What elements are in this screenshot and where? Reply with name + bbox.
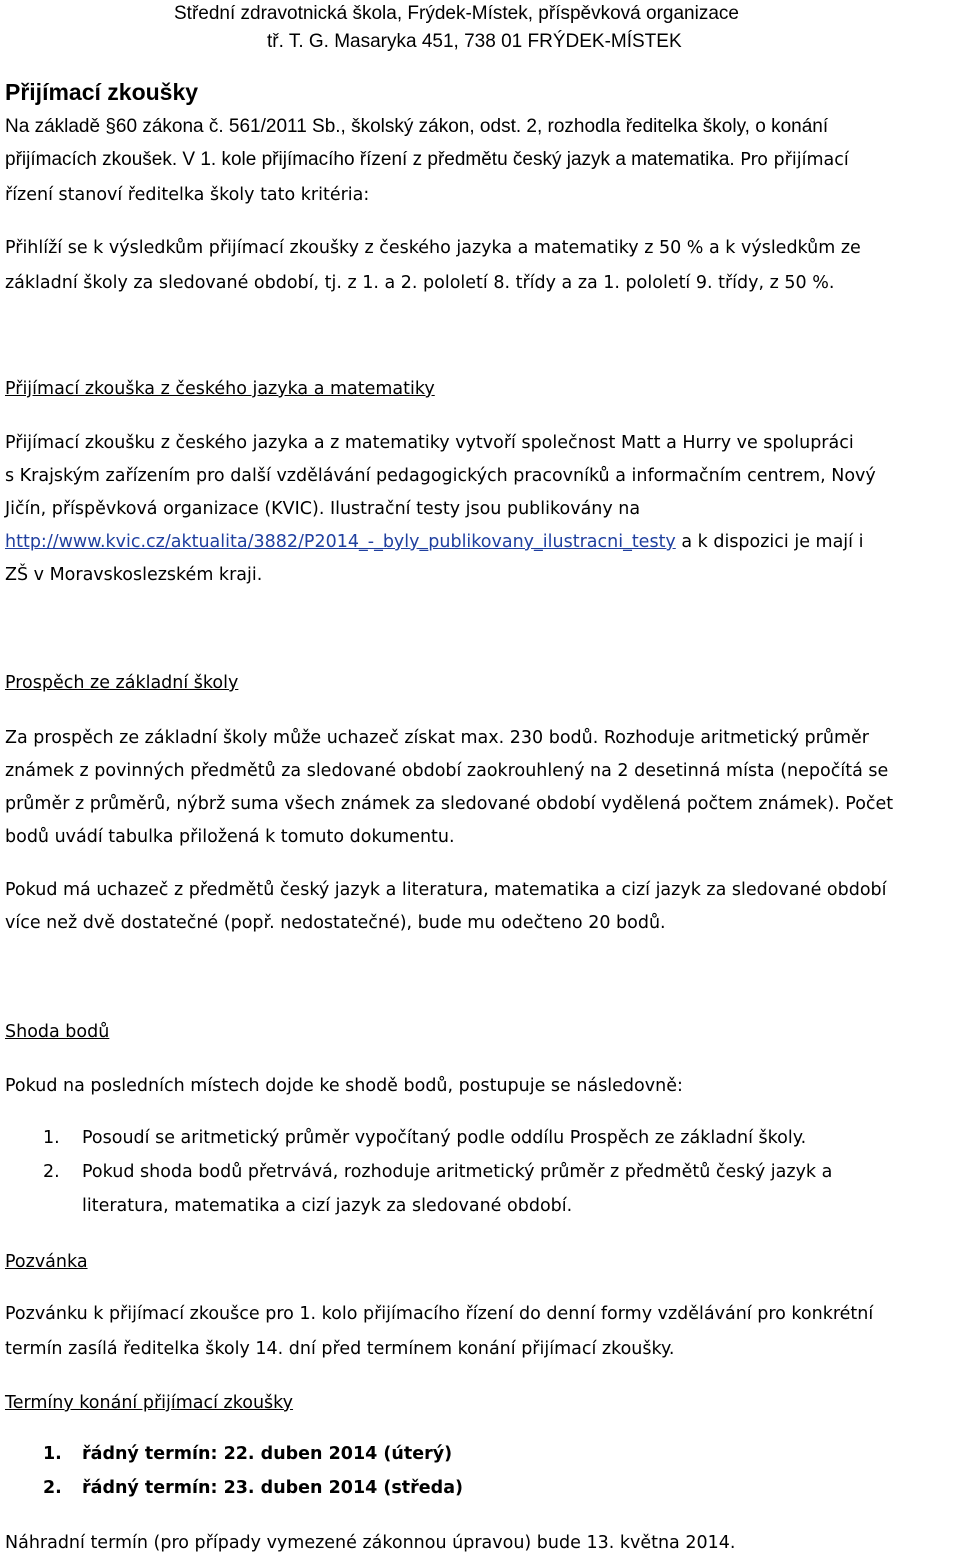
grades-line-1: Za prospěch ze základní školy může uchazeč získat max. 230 bodů. Rozhoduje aritmetický průměr — [5, 728, 869, 748]
exam-line-2: s Krajským zařízením pro další vzdělávání pedagogických pracovníků a informačním centrem, Nový — [5, 466, 876, 486]
grades-line-4: bodů uvádí tabulka přiložená k tomuto dokumentu. — [5, 827, 455, 847]
tie-intro: Pokud na posledních místech dojde ke shodě bodů, postupuje se následovně: — [5, 1076, 683, 1096]
tie-section-heading: Shoda bodů — [5, 1022, 110, 1042]
list-item-text-cont: literatura, matematika a cizí jazyk za sledované období. — [82, 1196, 573, 1216]
invite-line-1: Pozvánku k přijímací zkoušce pro 1. kolo přijímacího řízení do denní formy vzdělávání pro konkrétní — [5, 1304, 874, 1324]
invite-section-heading: Pozvánka — [5, 1252, 88, 1272]
list-item-number: 2. — [43, 1478, 62, 1498]
list-item-text: řádný termín: 22. duben 2014 (úterý) — [82, 1444, 453, 1464]
kvic-test-link[interactable]: http://www.kvic.cz/aktualita/3882/P2014_-_byly_publikovany_ilustracni_testy — [5, 532, 676, 552]
intro-line-2b: Pro přijímací — [734, 150, 849, 170]
penalty-line-1: Pokud má uchazeč z předmětů český jazyk a literatura, matematika a cizí jazyk za sledované období — [5, 880, 887, 900]
penalty-line-2: více než dvě dostatečné (popř. nedostatečné), bude mu odečteno 20 bodů. — [5, 913, 666, 933]
list-item-number: 2. — [43, 1162, 60, 1182]
list-item-text: Pokud shoda bodů přetrvává, rozhoduje aritmetický průměr z předmětů český jazyk a — [82, 1162, 833, 1182]
intro-line-1: Na základě §60 zákona č. 561/2011 Sb., školský zákon, odst. 2, rozhodla ředitelka školy, o konání — [5, 116, 829, 137]
list-item — [0, 1162, 960, 1186]
grades-line-2: známek z povinných předmětů za sledované období zaokrouhlený na 2 desetinná místa (nepočítá se — [5, 761, 889, 781]
intro-line-2 — [5, 148, 849, 172]
exam-line-4 — [5, 530, 863, 554]
exam-section-heading: Přijímací zkouška z českého jazyka a matematiky — [5, 379, 435, 399]
list-item — [0, 1128, 960, 1152]
grades-section-heading: Prospěch ze základní školy — [5, 673, 239, 693]
list-item-continuation — [0, 1196, 960, 1220]
list-item-number: 1. — [43, 1128, 60, 1148]
school-name: Střední zdravotnická škola, Frýdek-Místek, příspěvková organizace — [174, 3, 739, 24]
intro-line-2a: přijímacích zkoušek. V 1. kole přijímacího řízení z předmětu český jazyk a matematika. — [5, 149, 735, 170]
substitute-date: Náhradní termín (pro případy vymezené zákonnou úpravou) bude 13. května 2014. — [5, 1533, 736, 1553]
list-item — [0, 1444, 960, 1468]
list-item-number: 1. — [43, 1444, 62, 1464]
criteria-line-2: základní školy za sledované období, tj. z 1. a 2. pololetí 8. třídy a za 1. pololetí 9. třídy, z 50 %. — [5, 273, 835, 293]
dates-section-heading: Termíny konání přijímací zkoušky — [5, 1393, 294, 1413]
criteria-line-1: Přihlíží se k výsledkům přijímací zkoušky z českého jazyka a matematiky z 50 % a k výsledkům ze — [5, 238, 861, 258]
invite-line-2: termín zasílá ředitelka školy 14. dní před termínem konání přijímací zkoušky. — [5, 1339, 675, 1359]
intro-line-3: řízení stanoví ředitelka školy tato kritéria: — [5, 185, 370, 205]
list-item — [0, 1478, 960, 1502]
list-item-text: řádný termín: 23. duben 2014 (středa) — [82, 1478, 464, 1498]
list-item-text: Posoudí se aritmetický průměr vypočítaný podle oddílu Prospěch ze základní školy. — [82, 1128, 807, 1148]
exam-line-3: Jičín, příspěvková organizace (KVIC). Ilustrační testy jsou publikovány na — [5, 499, 641, 519]
exam-line-1: Přijímací zkoušku z českého jazyka a z matematiky vytvoří společnost Matt a Hurry ve spolupráci — [5, 433, 854, 453]
page-title: Přijímací zkoušky — [5, 79, 199, 105]
grades-line-3: průměr z průměrů, nýbrž suma všech známek za sledované období vydělená počtem známek). Počet — [5, 794, 894, 814]
exam-line-5: ZŠ v Moravskoslezském kraji. — [5, 565, 263, 585]
school-address: tř. T. G. Masaryka 451, 738 01 FRÝDEK-MÍSTEK — [267, 31, 682, 52]
exam-line-4-rest: a k dispozici je mají i — [675, 532, 864, 552]
